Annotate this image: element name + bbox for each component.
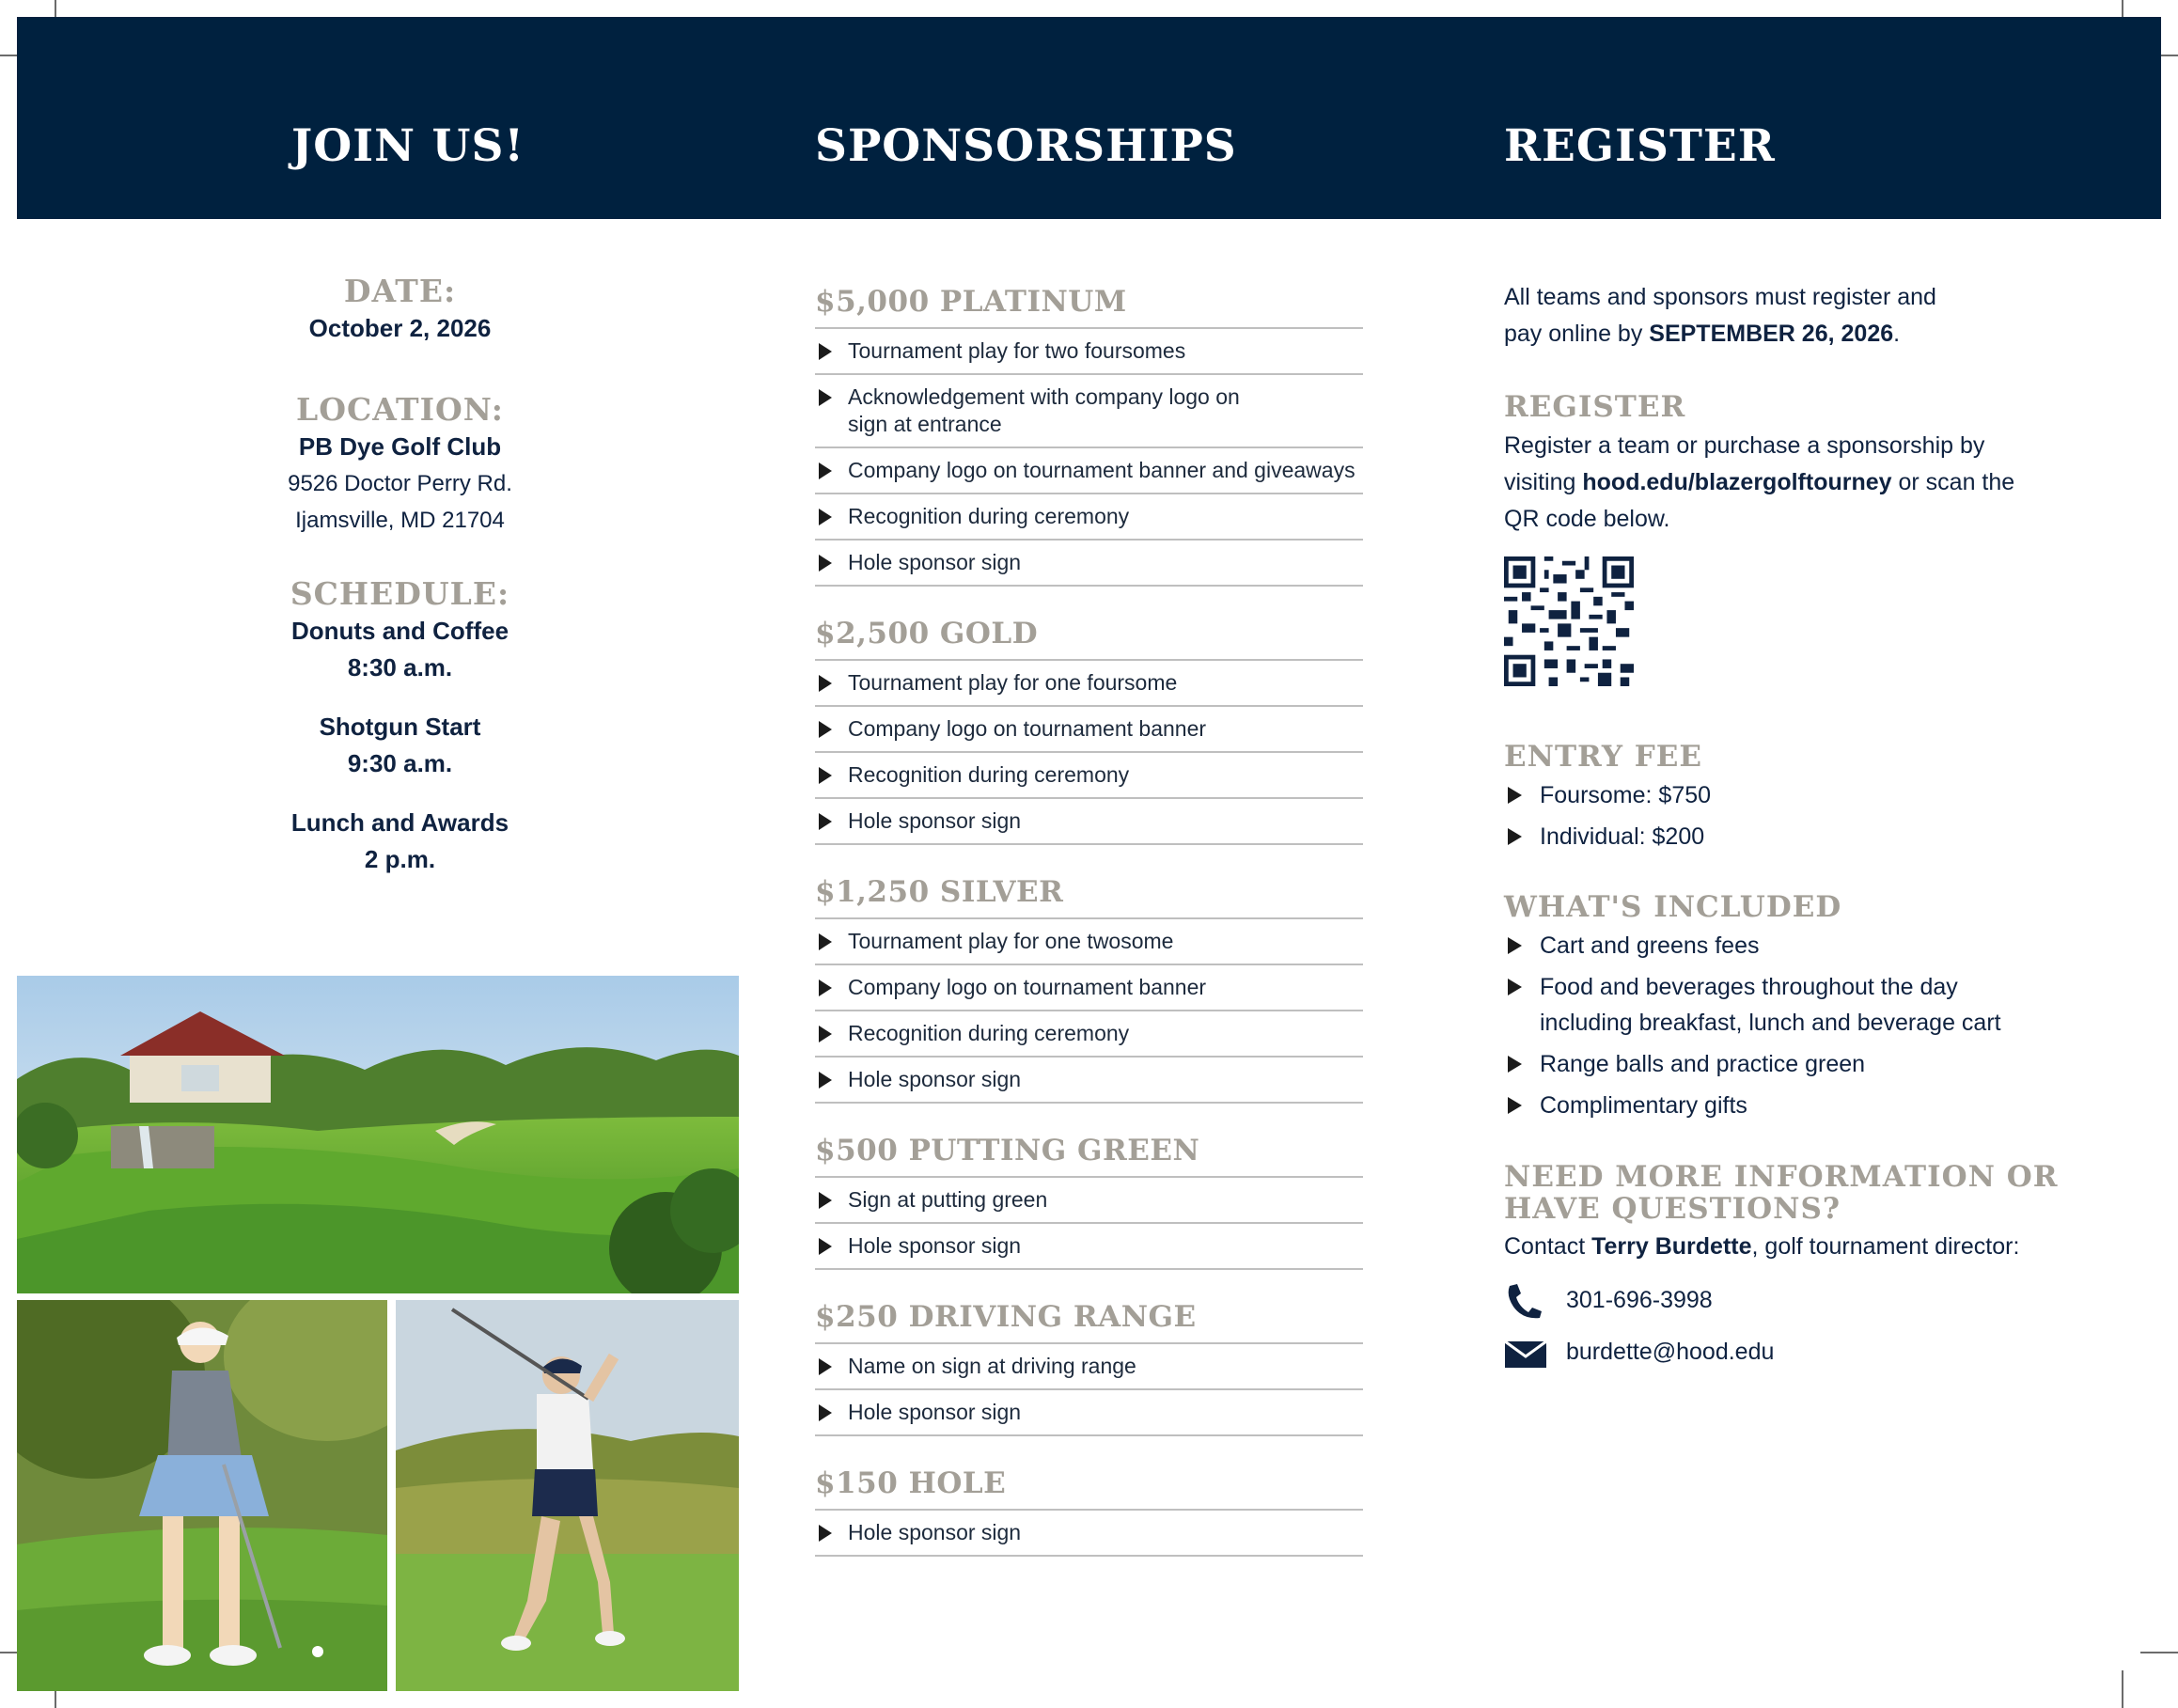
triangle-bullet-icon — [819, 933, 832, 950]
schedule-label: SCHEDULE: — [290, 575, 510, 612]
schedule-item — [17, 805, 783, 878]
contact-line — [1504, 1229, 2115, 1265]
triangle-bullet-icon — [819, 1238, 832, 1255]
list-item-text: Company logo on tournament banner and giveaways — [848, 458, 1355, 482]
list-item-text: Name on sign at driving range — [848, 1354, 1136, 1378]
list-item — [815, 1178, 1363, 1224]
tier-hole — [815, 1461, 1363, 1557]
list-item — [815, 1011, 1363, 1058]
tier-title: $5,000 PLATINUM — [815, 279, 1363, 329]
included-list — [1504, 928, 2115, 1123]
schedule-item-name: Shotgun Start — [319, 713, 481, 741]
list-item — [815, 1344, 1363, 1390]
sponsorship-tiers — [815, 279, 1363, 1557]
register-instructions-text: Register a team or purchase a sponsorship by visiting — [1504, 432, 1985, 495]
triangle-bullet-icon — [819, 1404, 832, 1421]
triangle-bullet-icon — [819, 509, 832, 525]
event-date: October 2, 2026 — [308, 314, 492, 342]
female-golfer-photo — [17, 1300, 387, 1691]
event-details — [17, 273, 783, 878]
triangle-bullet-icon — [1508, 1056, 1522, 1073]
contact-name: Terry Burdette — [1591, 1233, 1752, 1260]
entry-fee-heading: ENTRY FEE — [1504, 740, 1703, 774]
location-label: LOCATION: — [296, 391, 504, 428]
tier-gold — [815, 611, 1363, 845]
list-item — [815, 1058, 1363, 1104]
tier-silver — [815, 870, 1363, 1104]
list-item-text: Food and beverages throughout the day including breakfast, lunch and beverage cart — [1540, 974, 2001, 1036]
crop-mark — [2122, 1670, 2123, 1708]
male-golfer-photo — [396, 1300, 739, 1691]
qr-code-icon[interactable] — [1504, 556, 1634, 686]
triangle-bullet-icon — [819, 1072, 832, 1089]
sponsorships-title: SPONSORSHIPS — [815, 120, 1237, 172]
list-item-text: Tournament play for two foursomes — [848, 338, 1186, 363]
tier-title: $250 DRIVING RANGE — [815, 1294, 1363, 1344]
list-item-text: Company logo on tournament banner — [848, 716, 1207, 741]
registration-deadline: SEPTEMBER 26, 2026 — [1649, 321, 1894, 347]
schedule-item-time: 8:30 a.m. — [347, 653, 453, 682]
list-item — [815, 753, 1363, 799]
venue-address-line-1: 9526 Doctor Perry Rd. — [288, 471, 512, 496]
tier-title: $150 HOLE — [815, 1461, 1363, 1511]
triangle-bullet-icon — [819, 555, 832, 572]
tier-platinum — [815, 279, 1363, 587]
register-heading: REGISTER — [1504, 390, 1686, 424]
triangle-bullet-icon — [819, 1358, 832, 1375]
venue-address-line-2: Ijamsville, MD 21704 — [295, 508, 505, 533]
triangle-bullet-icon — [819, 721, 832, 738]
join-us-title: JOIN US! — [291, 120, 525, 172]
schedule-item — [17, 613, 783, 686]
list-item-text: Recognition during ceremony — [848, 504, 1130, 528]
list-item-text: Cart and greens fees — [1540, 932, 1760, 959]
list-item — [815, 965, 1363, 1011]
list-item-text: Hole sponsor sign — [848, 550, 1022, 574]
schedule-item-time: 2 p.m. — [364, 845, 436, 873]
list-item — [815, 1390, 1363, 1436]
list-item-text: Recognition during ceremony — [848, 1021, 1130, 1045]
triangle-bullet-icon — [819, 979, 832, 996]
more-info-heading-line-1: NEED MORE INFORMATION OR — [1504, 1160, 2059, 1194]
list-item-text: Company logo on tournament banner — [848, 975, 1207, 999]
phone-icon — [1504, 1282, 1547, 1320]
triangle-bullet-icon — [819, 813, 832, 830]
list-item — [815, 541, 1363, 587]
list-item — [1504, 928, 2115, 964]
list-item-text: Hole sponsor sign — [848, 808, 1022, 833]
triangle-bullet-icon — [1508, 979, 1522, 995]
contact-suffix: , golf tournament director: — [1751, 1233, 2020, 1260]
phone-row[interactable] — [1504, 1275, 2115, 1326]
golf-course-photo — [17, 976, 739, 1293]
list-item — [815, 661, 1363, 707]
schedule-item-time: 9:30 a.m. — [347, 749, 453, 777]
list-item-text: Tournament play for one twosome — [848, 929, 1174, 953]
list-item-text: Hole sponsor sign — [848, 1520, 1022, 1544]
list-item — [815, 1224, 1363, 1270]
list-item-text: Hole sponsor sign — [848, 1233, 1022, 1258]
entry-fee-foursome: Foursome: $750 — [1540, 782, 1712, 808]
list-item-text: Hole sponsor sign — [848, 1067, 1022, 1091]
date-label: DATE: — [343, 273, 457, 309]
tier-driving-range — [815, 1294, 1363, 1436]
triangle-bullet-icon — [819, 389, 832, 406]
entry-fee-list — [1504, 777, 2115, 854]
list-item-text: Sign at putting green — [848, 1187, 1048, 1212]
list-item — [815, 494, 1363, 541]
list-item — [815, 448, 1363, 494]
email-address[interactable]: burdette@hood.edu — [1566, 1339, 1775, 1365]
tier-title: $1,250 SILVER — [815, 870, 1363, 919]
list-item — [1504, 1088, 2115, 1123]
register-instructions-suffix: or scan the QR code below. — [1504, 469, 2015, 532]
list-item — [815, 1511, 1363, 1557]
crop-mark — [2140, 1652, 2178, 1653]
header-banner — [17, 17, 2161, 219]
triangle-bullet-icon — [819, 1192, 832, 1209]
register-title: REGISTER — [1504, 120, 1776, 172]
list-item — [1504, 1046, 2115, 1082]
triangle-bullet-icon — [819, 767, 832, 784]
triangle-bullet-icon — [819, 343, 832, 360]
list-item-text: Range balls and practice green — [1540, 1051, 1866, 1077]
triangle-bullet-icon — [819, 1026, 832, 1042]
entry-fee-individual: Individual: $200 — [1540, 823, 1705, 850]
list-item — [1504, 819, 2115, 854]
register-intro-suffix: . — [1893, 321, 1901, 347]
list-item — [815, 799, 1363, 845]
venue-name: PB Dye Golf Club — [298, 432, 502, 461]
list-item — [815, 329, 1363, 375]
more-info-heading-line-2: HAVE QUESTIONS? — [1504, 1192, 1841, 1226]
triangle-bullet-icon — [819, 1525, 832, 1542]
more-info-heading — [1504, 1161, 2115, 1225]
tier-title: $2,500 GOLD — [815, 611, 1363, 661]
triangle-bullet-icon — [819, 675, 832, 692]
list-item-text: Hole sponsor sign — [848, 1400, 1022, 1424]
list-item — [1504, 969, 2049, 1041]
triangle-bullet-icon — [1508, 937, 1522, 954]
triangle-bullet-icon — [819, 462, 832, 479]
contact-prefix: Contact — [1504, 1233, 1592, 1260]
registration-link[interactable]: hood.edu/blazergolftourney — [1582, 469, 1892, 495]
schedule-item — [17, 709, 783, 782]
triangle-bullet-icon — [1508, 828, 1522, 845]
list-item — [815, 919, 1363, 965]
whats-included-heading: WHAT'S INCLUDED — [1504, 890, 1842, 924]
envelope-icon — [1504, 1334, 1547, 1371]
list-item — [1504, 777, 2115, 813]
list-item — [815, 375, 1363, 448]
register-info — [1504, 279, 2115, 1378]
register-intro-text: All teams and sponsors must register and pay online by — [1504, 284, 1936, 347]
schedule-item-name: Lunch and Awards — [290, 808, 509, 837]
triangle-bullet-icon — [1508, 1097, 1522, 1114]
schedule-item-name: Donuts and Coffee — [290, 617, 509, 645]
list-item — [815, 707, 1363, 753]
phone-number[interactable]: 301-696-3998 — [1566, 1287, 1713, 1313]
list-item-text: Tournament play for one foursome — [848, 670, 1178, 695]
list-item-text: Complimentary gifts — [1540, 1092, 1747, 1119]
email-row[interactable] — [1504, 1326, 2115, 1378]
list-item-text: Recognition during ceremony — [848, 762, 1130, 787]
triangle-bullet-icon — [1508, 787, 1522, 804]
register-instructions — [1504, 428, 2040, 538]
tier-title: $500 PUTTING GREEN — [815, 1128, 1363, 1178]
tier-putting-green — [815, 1128, 1363, 1270]
register-intro — [1504, 279, 1936, 353]
list-item-text: Acknowledgement with company logo on sign at entrance — [848, 384, 1240, 436]
